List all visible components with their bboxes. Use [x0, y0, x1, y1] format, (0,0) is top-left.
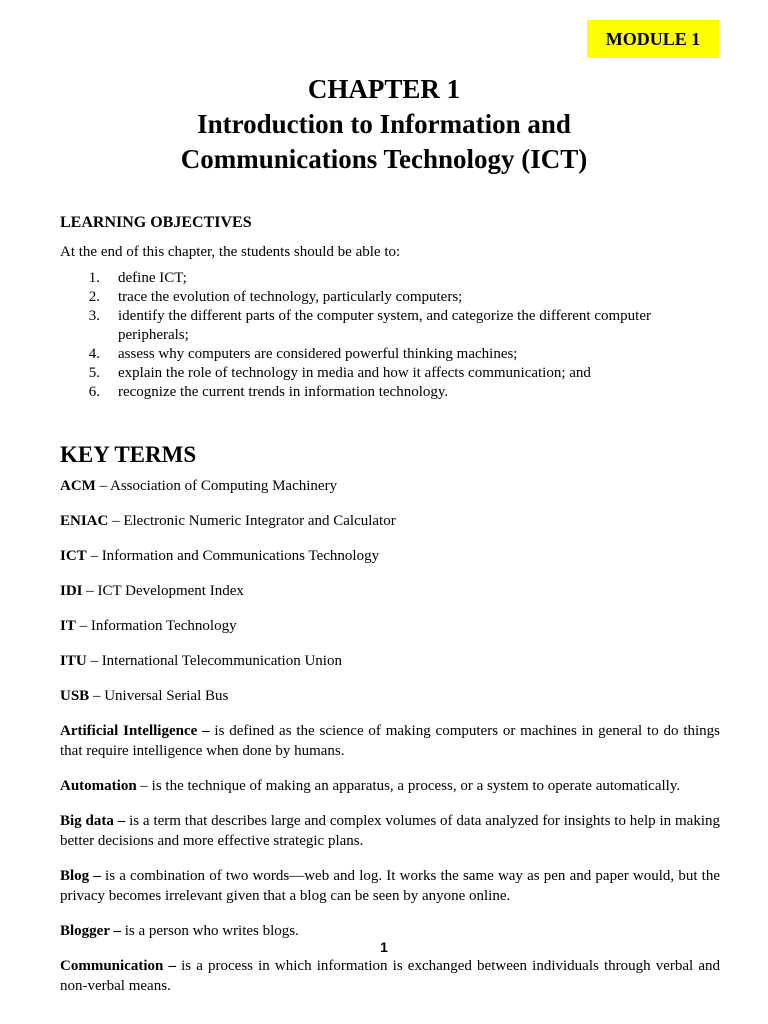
term-separator: –: [108, 513, 124, 529]
learning-objectives-intro: At the end of this chapter, the students should be able to:: [60, 244, 401, 260]
term-definition: Universal Serial Bus: [104, 688, 229, 704]
module-badge: MODULE 1: [587, 20, 719, 58]
term-name: IT: [60, 618, 76, 634]
term-separator: –: [86, 548, 102, 564]
term-separator: –: [82, 583, 98, 599]
objective-item: [60, 383, 720, 402]
term-definition: is a combination of two words––web and log. It works the same way as pen and paper would, but the privacy becomes irrelevant given that a blog can be seen by anyone online.: [60, 868, 720, 904]
term-separator: –: [89, 688, 105, 704]
chapter-number: CHAPTER 1: [307, 74, 461, 104]
term-name: IDI: [60, 583, 83, 599]
page-number: 1: [380, 939, 388, 955]
term-entry-ict: [60, 546, 720, 566]
term-name: ITU: [60, 653, 87, 669]
term-definition: is defined as the science of making computers or machines in general to do things that require intelligence when done by humans.: [60, 723, 721, 759]
term-name: ACM: [60, 478, 96, 494]
objective-item: [60, 345, 720, 364]
chapter-title-line-2: Communications Technology (ICT): [180, 144, 588, 174]
objectives-list: [60, 269, 720, 402]
term-separator: –: [95, 478, 111, 494]
term-definition: Association of Computing Machinery: [110, 478, 338, 494]
term-definition: is the technique of making an apparatus, a process, or a system to operate automatically.: [151, 778, 681, 794]
term-definition: International Telecommunication Union: [101, 653, 342, 669]
key-terms-list: [60, 476, 720, 996]
term-entry-automation: [60, 776, 720, 796]
term-entry-blogger: [60, 921, 720, 941]
objective-item: [60, 364, 720, 383]
term-entry-acm: [60, 476, 720, 496]
objective-number: 6.: [88, 384, 100, 400]
objective-number: 2.: [88, 289, 100, 305]
term-entry-itu: [60, 651, 720, 671]
objective-text: recognize the current trends in information technology.: [118, 384, 449, 400]
term-name: Blogger –: [60, 923, 121, 939]
objective-text: define ICT;: [118, 270, 187, 286]
term-definition: is a term that describes large and complex volumes of data analyzed for insights to help in making better decisions and more effective strategic plans.: [60, 813, 720, 849]
objective-item: [60, 307, 720, 345]
page-content: [60, 212, 720, 1011]
chapter-title-line-1: Introduction to Information and: [197, 109, 571, 139]
term-name: Communication –: [60, 958, 176, 974]
key-terms-heading: KEY TERMS: [60, 442, 197, 467]
term-definition: ICT Development Index: [97, 583, 244, 599]
objective-item: [60, 269, 720, 288]
term-name: Automation: [60, 778, 137, 794]
term-name: USB: [60, 688, 90, 704]
objective-number: 4.: [88, 346, 100, 362]
learning-objectives-heading: LEARNING OBJECTIVES: [60, 214, 252, 231]
objective-number: 1.: [88, 270, 100, 286]
chapter-title: [0, 72, 768, 177]
term-entry-communication: [60, 956, 720, 996]
term-definition: is a person who writes blogs.: [124, 923, 299, 939]
term-entry-usb: [60, 686, 720, 706]
term-name: Big data –: [60, 813, 126, 829]
term-definition: is a process in which information is exchanged between individuals through verbal and non-verbal means.: [60, 958, 720, 994]
objective-text: explain the role of technology in media and how it affects communication; and: [118, 365, 591, 381]
term-definition: Information Technology: [90, 618, 237, 634]
term-entry-it: [60, 616, 720, 636]
objective-text: identify the different parts of the computer system, and categorize the different computer peripherals;: [118, 308, 651, 343]
term-separator: –: [86, 653, 102, 669]
term-name: ICT: [60, 548, 87, 564]
term-entry-big-data: [60, 811, 720, 851]
term-definition: Information and Communications Technology: [101, 548, 380, 564]
term-definition: Electronic Numeric Integrator and Calculator: [123, 513, 396, 529]
objective-number: 3.: [88, 308, 100, 324]
term-entry-idi: [60, 581, 720, 601]
objective-text: assess why computers are considered powerful thinking machines;: [118, 346, 518, 362]
term-separator: –: [136, 778, 152, 794]
objective-text: trace the evolution of technology, particularly computers;: [118, 289, 463, 305]
objective-item: [60, 288, 720, 307]
term-name: Artificial Intelligence –: [60, 723, 210, 739]
term-name: ENIAC: [60, 513, 109, 529]
term-entry-blog: [60, 866, 720, 906]
term-entry-artificial-intelligence: [60, 721, 720, 761]
term-entry-eniac: [60, 511, 720, 531]
term-name: Blog –: [60, 868, 101, 884]
term-separator: –: [75, 618, 91, 634]
objective-number: 5.: [88, 365, 100, 381]
